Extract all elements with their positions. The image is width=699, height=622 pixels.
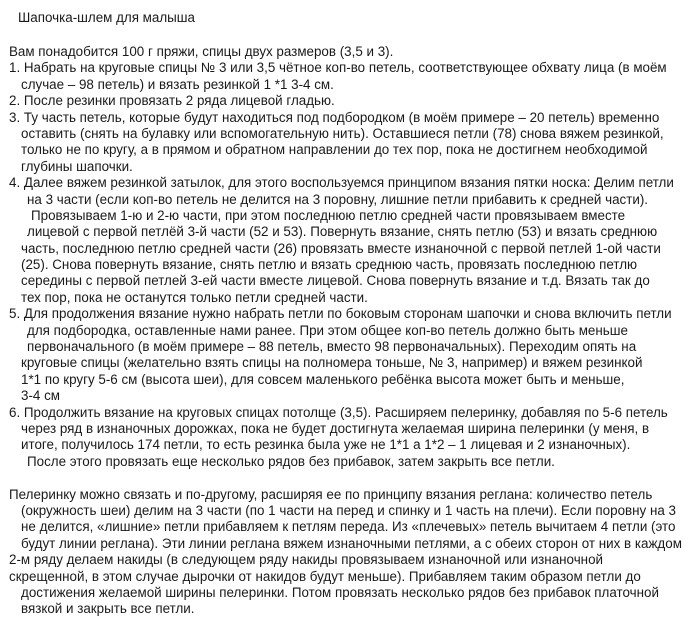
text-line: круговые спицы (желательно взять спицы на полномера тоньше, № 3, например) и вяжем резинкой <box>21 355 643 371</box>
instructions-body <box>9 44 697 618</box>
text-line: (окружность шеи) делим на 3 части (по 1 части на перед и спинку и 1 часть на плечи). Если поровну на 3 <box>21 502 676 518</box>
page-title: Шапочка-шлем для малыша <box>18 10 195 25</box>
text-line: 6. Продолжить вязание на круговых спицах потолще (3,5). Расширяем пелеринку, добавляя по 5-6 петель <box>9 404 668 420</box>
text-line: не делится, «лишние» петли прибавляем к петлям переда. Из «плечевых» петель вычитаем 4 петли (это <box>21 519 676 535</box>
text-line: 5. Для продолжения вязание нужно набрать петли по боковым сторонам шапочки и снова включить петли <box>9 306 672 322</box>
text-line: часть, последнюю петлю средней части (26) провязать вместе изнаночной с первой петлей 1-ой части <box>21 240 661 256</box>
text-line: 3. Ту часть петель, которые будут находиться под подбородком (в моём примере – 20 петель) временно <box>9 109 660 125</box>
paragraph-gap <box>9 470 697 486</box>
text-line: будут линии реглана). Эти линии реглана вяжем изнаночными петлями, а с обеих сторон от них в каждом <box>21 535 682 551</box>
text-line: лицевой с первой петлёй 3-й части (52 и 53). Повернуть вязание, снять петлю (53) и вязать среднюю <box>27 224 658 240</box>
text-line: глубины шапочки. <box>21 158 133 174</box>
text-line: скрещенной, в этом случае дырочки от накидов будут меньше). Прибавляем таким образом петли до <box>9 568 641 584</box>
text-line: 1*1 по кругу 5-6 см (высота шеи), для совсем маленького ребёнка высота может быть и меньше, <box>21 371 625 387</box>
text-line: 2. После резинки провязать 2 ряда лицевой гладью. <box>9 93 335 109</box>
text-line: оставить (снять на булавку или вспомогательную нить). Оставшиеся петли (78) снова вяжем резинкой, <box>21 125 664 141</box>
text-line: через ряд в изнаночных дорожках, пока не будет достигнута желаемая ширина пелеринки (у меня, в <box>21 420 650 436</box>
text-line: Пелеринку можно связать и по-другому, расширяя ее по принципу вязания реглана: количество петель <box>9 486 653 502</box>
text-line: Провязываем 1-ю и 2-ю части, при этом последнюю петлю средней части провязываем вместе <box>31 207 626 223</box>
text-line: 2-м ряду делаем накиды (в следующем ряду накиды провязываем изнаночной или изнаночной <box>9 552 603 568</box>
text-line: После этого провязать еще несколько рядов без прибавок, затем закрыть все петли. <box>27 453 555 469</box>
text-line: 1. Набрать на круговые спицы № 3 или 3,5 чётное коп-во петель, соответствующее обхвату лица (в моём <box>9 60 667 76</box>
text-line: 3-4 см <box>21 388 60 404</box>
text-line: достижения желаемой ширины пелеринки. Потом провязать несколько рядов без прибавок платочной <box>21 584 659 600</box>
text-line: 4. Далее вяжем резинкой затылок, для этого воспользуемся принципом вязания пятки носка: Делим петли <box>9 175 674 191</box>
text-line: итоге, получилось 174 петли, то есть резинка была уже не 1*1 а 1*2 – 1 лицевая и 2 изнаночных). <box>21 437 631 453</box>
text-line: Вам понадобится 100 г пряжи, спицы двух размеров (3,5 и 3). <box>9 44 394 59</box>
text-line: вязкой и закрыть все петли. <box>21 601 195 617</box>
text-line: середины с первой петлей 3-ей части вместе лицевой. Снова повернуть вязание и т.д. Вязать так до <box>21 273 650 289</box>
text-line: случае – 98 петель) и вязать резинкой 1 *1 3-4 см. <box>21 76 334 92</box>
text-line: тех пор, пока не останутся только петли средней части. <box>21 289 368 305</box>
text-line: первоначального (в моём примере – 88 петель, вместо 98 первоначальных). Переходим опять на <box>27 339 637 355</box>
text-line: (25). Снова повернуть вязание, снять петлю и вязать среднюю часть, провязать последнюю петлю <box>21 257 638 273</box>
text-line: на 3 части (если коп-во петель не делится на 3 поровну, лишние петли прибавить к средней части). <box>27 191 649 207</box>
text-line: только не по кругу, а в прямом и обратном направлении до тех пор, пока не достигнем необходимой <box>21 142 648 158</box>
text-line: для подбородка, оставленные нами ранее. При этом общее коп-во петель должно быть меньше <box>27 322 628 338</box>
